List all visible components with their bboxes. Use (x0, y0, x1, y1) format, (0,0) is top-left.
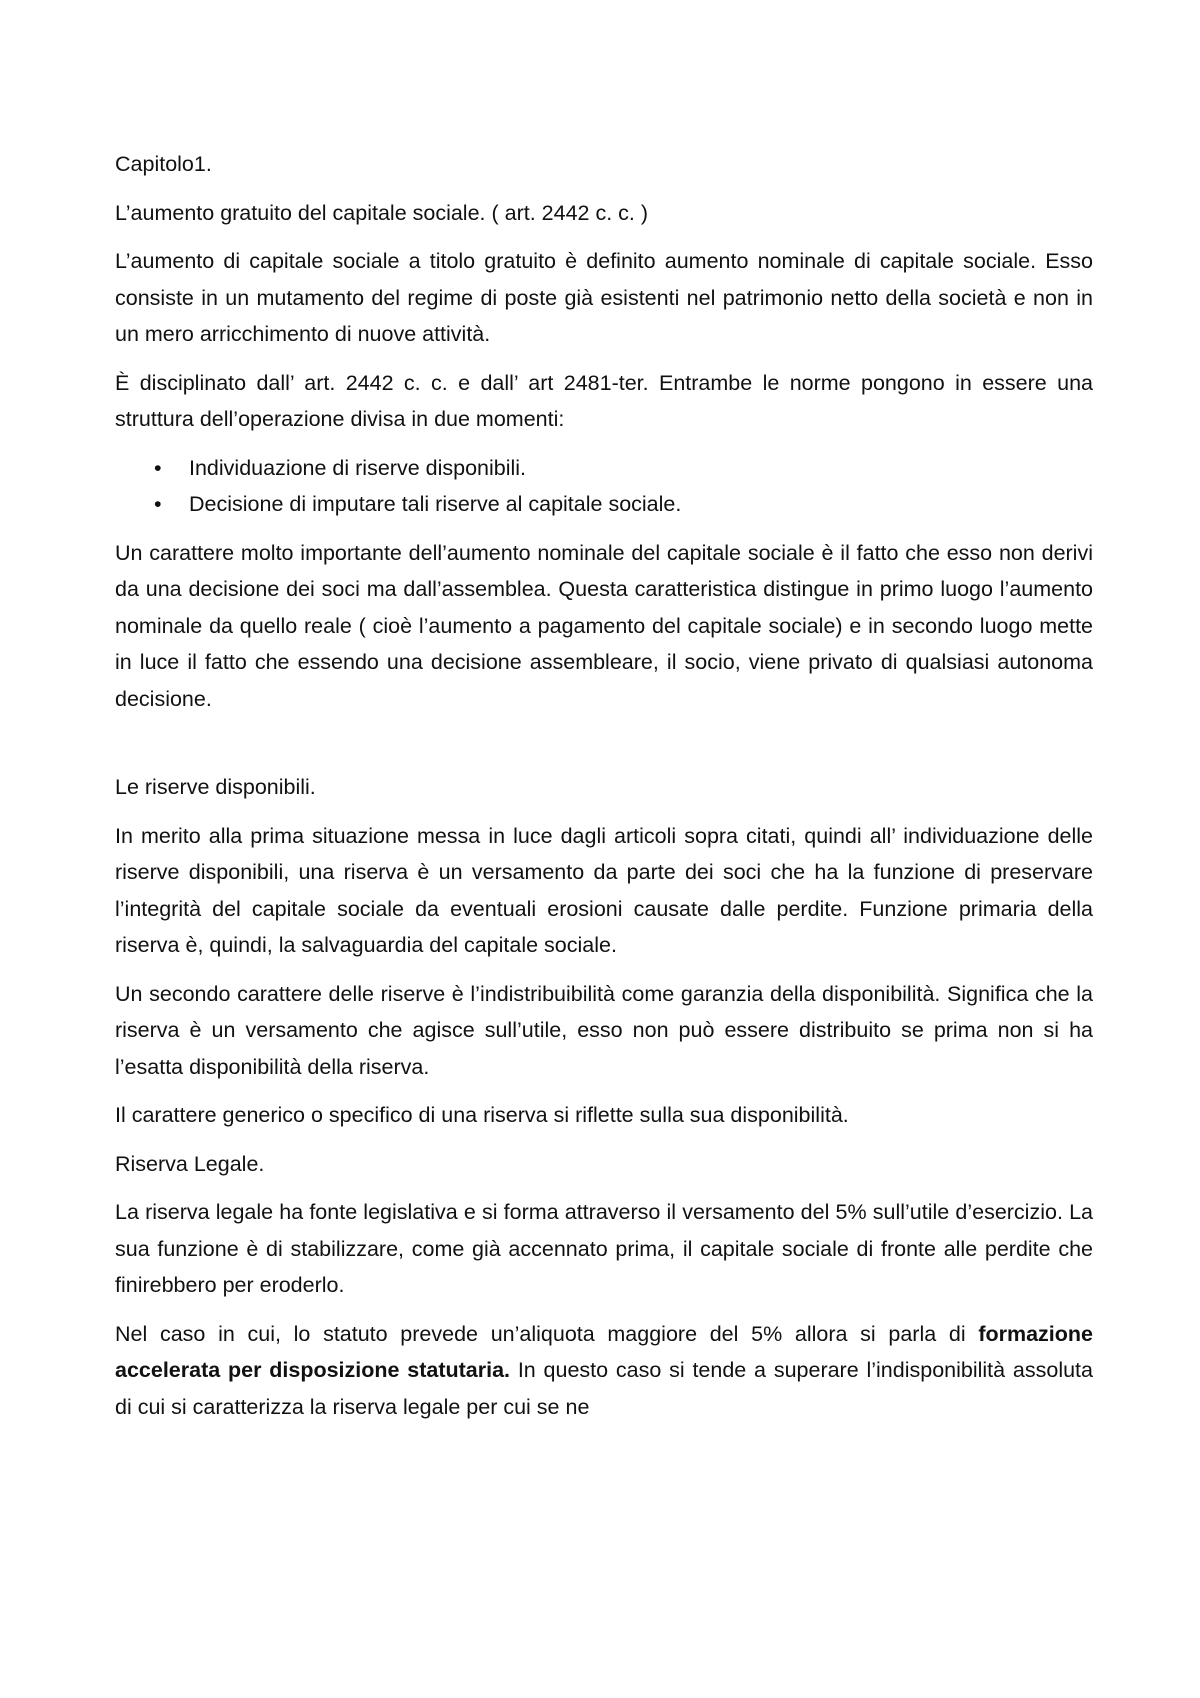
paragraph-text-before: Nel caso in cui, lo statuto prevede un’aliquota maggiore del 5% allora si parla di (115, 1321, 979, 1346)
paragraph-definizione: L’aumento di capitale sociale a titolo gratuito è definito aumento nominale di capitale sociale. Esso consiste in un mutamento del regime di poste già esistenti nel patrimonio netto della società e non in un mero arricchimento di nuove attività. (115, 249, 1093, 346)
paragraph-riserva-legale: La riserva legale ha fonte legislativa e si forma attraverso il versamento del 5% sull’utile d’esercizio. La sua funzione è di stabilizzare, come già accennato prima, il capitale sociale di fronte alle perdite che finirebbero per eroderlo. (115, 1200, 1093, 1297)
paragraph-carattere-generico: Il carattere generico o specifico di una riserva si riflette sulla sua disponibilità. (115, 1103, 849, 1127)
bullet-icon: • (154, 455, 162, 480)
paragraph-carattere-importante: Un carattere molto importante dell’aumento nominale del capitale sociale è il fatto che esso non derivi da una decisione dei soci ma dall’assemblea. Questa caratteristica distingue in primo luogo l’aumento nominale da quello reale ( cioè l’aumento a pagamento del capitale sociale) e in secondo luogo mette in luce il fatto che essendo una decisione assembleare, il socio, viene privato di qualsiasi autonoma decisione. (115, 540, 1093, 711)
bold-term-formazione-accelerata: formazione accelerata per disposizione statutaria. (115, 1321, 1093, 1382)
section-heading-riserve-disponibili: Le riserve disponibili. (115, 775, 316, 799)
list-item (115, 486, 1093, 523)
list-item-text: Individuazione di riserve disponibili. (189, 455, 527, 480)
paragraph-riserve-funzione: In merito alla prima situazione messa in luce dagli articoli sopra citati, quindi all’ individuazione delle riserve disponibili, una riserva è un versamento da parte dei soci che ha la funzione di preservare l’integrità del capitale sociale da eventuali erosioni causate dalle perdite. Funzione primaria della riserva è, quindi, la salvaguardia del capitale sociale. (115, 823, 1093, 957)
paragraph-text-after: In questo caso si tende a superare l’indisponibilità assoluta di cui si caratterizza la riserva legale per cui se ne (115, 1358, 1093, 1419)
paragraph-formazione-accelerata (115, 1316, 1093, 1426)
section-heading-riserva-legale: Riserva Legale. (115, 1151, 265, 1176)
list-item (115, 450, 1093, 487)
spacer (115, 729, 1093, 769)
paragraph-disciplina: È disciplinato dall’ art. 2442 c. c. e dall’ art 2481-ter. Entrambe le norme pongono in essere una struttura dell’operazione divisa in due momenti: (115, 370, 1093, 431)
list-item-text: Decisione di imputare tali riserve al capitale sociale. (189, 492, 682, 516)
bullet-list-momenti (115, 450, 1093, 523)
chapter-title: Capitolo1. (115, 152, 212, 176)
section-heading-aumento-gratuito: L’aumento gratuito del capitale sociale. ( art. 2442 c. c. ) (115, 200, 649, 225)
document-page (115, 146, 1093, 1437)
paragraph-indistribuibilita: Un secondo carattere delle riserve è l’indistribuibilità come garanzia della disponibilità. Significa che la riserva è un versamento che agisce sull’utile, esso non può essere distribuito se prima non si ha l’esatta disponibilità della riserva. (115, 981, 1093, 1079)
bullet-icon: • (154, 492, 162, 516)
